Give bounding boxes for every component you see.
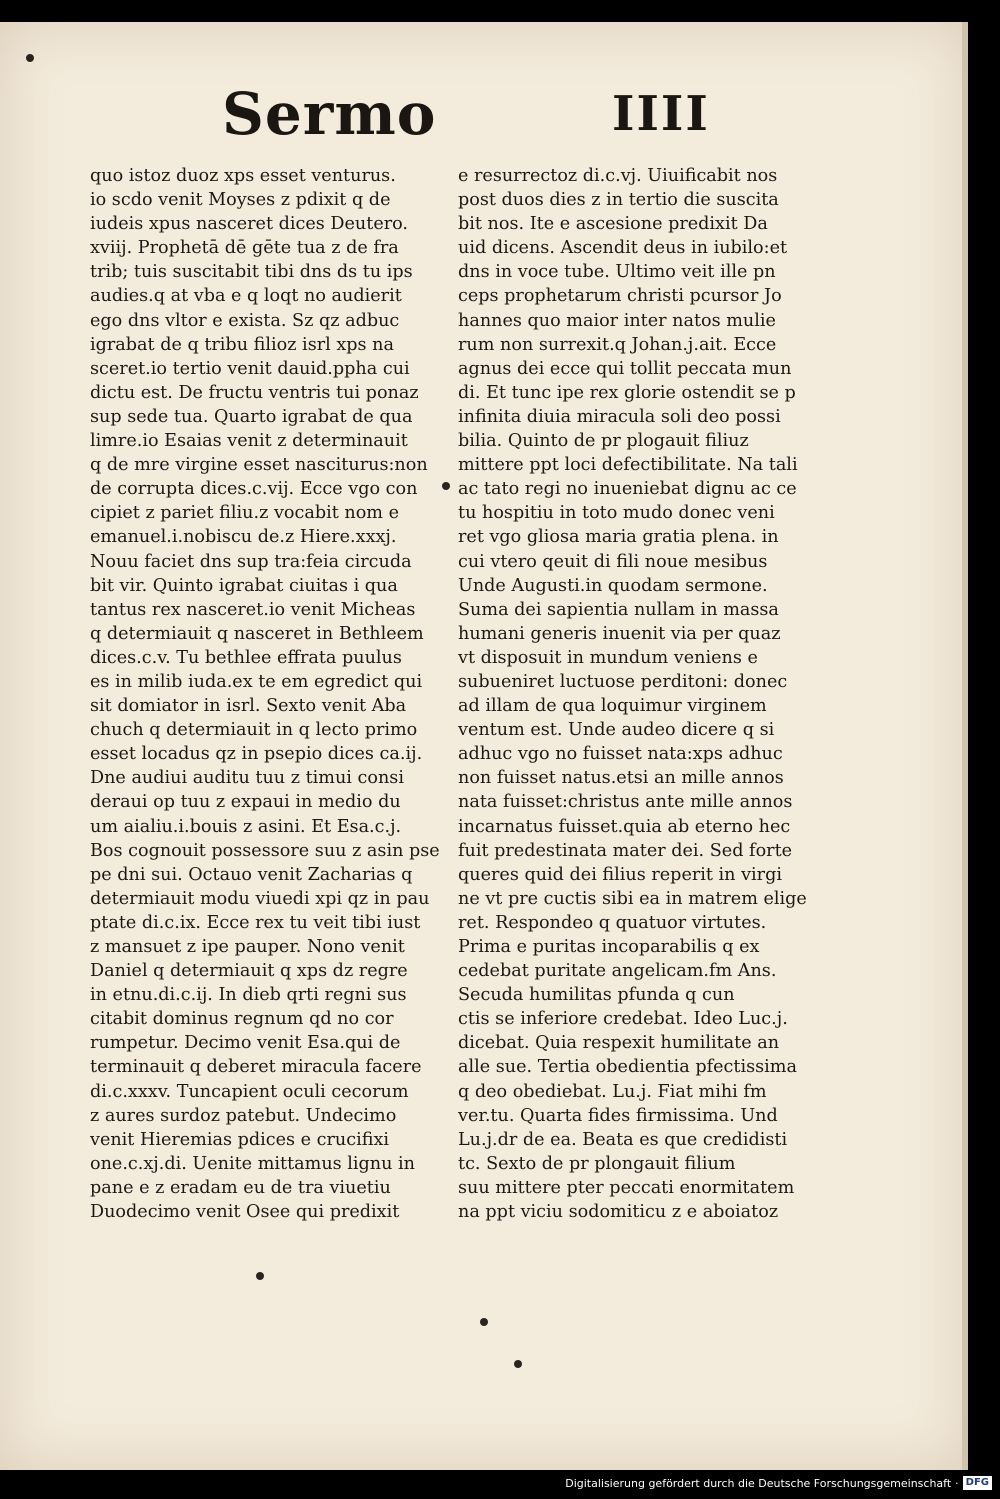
text-line: post duos dies z in tertio die suscita <box>458 190 779 211</box>
text-line: Secuda humilitas pfunda q cun <box>458 985 735 1006</box>
text-line: pane e z eradam eu de tra viuetiu <box>90 1177 391 1198</box>
text-line: rum non surrexit.q Johan.j.ait. Ecce <box>458 334 777 355</box>
text-line: mittere ppt loci defectibilitate. Na tali <box>458 455 798 476</box>
ink-dot <box>480 1318 488 1326</box>
text-line: sceret.io tertio venit dauid.ppha cui <box>90 358 410 379</box>
text-line: Prima e puritas incoparabilis q ex <box>458 937 760 957</box>
text-line: fuit predestinata mater dei. Sed forte <box>458 840 793 861</box>
text-line: q deo obediebat. Lu.j. Fiat mihi fm <box>458 1081 767 1102</box>
text-line: terminauit q deberet miracula facere <box>90 1057 422 1078</box>
text-line: ac tato regi no inueniebat dignu ac ce <box>458 479 797 500</box>
text-line: one.c.xj.di. Uenite mittamus lignu in <box>90 1153 415 1174</box>
text-line: xviij. Prophetā dē gēte tua z de fra <box>90 238 399 259</box>
text-line: di. Et tunc ipe rex glorie ostendit se p <box>458 382 796 403</box>
text-line: um aialiu.i.bouis z asini. Et Esa.c.j. <box>90 816 402 837</box>
text-line: ver.tu. Quarta fides firmissima. Und <box>458 1105 778 1126</box>
text-line: ctis se inferiore credebat. Ideo Luc.j. <box>458 1009 788 1030</box>
text-line: tc. Sexto de pr plongauit filium <box>458 1153 736 1174</box>
running-head-title: Sermo <box>222 80 437 148</box>
text-line: ne vt pre cuctis sibi ea in matrem elige <box>458 888 807 909</box>
text-line: di.c.xxxv. Tuncapient oculi cecorum <box>90 1081 409 1102</box>
text-line: quo istoz duoz xps esset venturus. <box>90 166 396 186</box>
text-line: io scdo venit Moyses z pdixit q de <box>90 190 391 211</box>
text-line: iudeis xpus nasceret dices Deutero. <box>90 214 409 235</box>
text-line: hannes quo maior inter natos mulie <box>458 310 776 331</box>
ink-dot <box>514 1360 522 1368</box>
text-line: sit domiator in isrl. Sexto venit Aba <box>90 696 407 717</box>
text-line: tantus rex nasceret.io venit Micheas <box>90 599 416 620</box>
text-line: igrabat de q tribu filioz isrl xps na <box>90 334 394 355</box>
text-line: ret vgo gliosa maria gratia plena. in <box>458 527 779 548</box>
text-line: non fuisset natus.etsi an mille annos <box>458 768 784 789</box>
text-line: Nouu faciet dns sup tra:feia circuda <box>90 551 412 572</box>
text-line: z mansuet z ipe pauper. Nono venit <box>90 937 405 957</box>
text-line: Unde Augusti.in quodam sermone. <box>458 575 768 596</box>
page-spine-edge <box>962 22 968 1470</box>
text-line: q de mre virgine esset nasciturus:non <box>90 455 428 476</box>
text-line: adhuc vgo no fuisset nata:xps adhuc <box>458 744 783 765</box>
text-line: ad illam de qua loquimur virginem <box>458 696 767 717</box>
text-line: determiauit modu viuedi xpi qz in pau <box>90 888 430 909</box>
funding-credit: Digitalisierung gefördert durch die Deutsche Forschungsgemeinschaft <box>565 1476 952 1490</box>
text-line: limre.io Esaias venit z determinauit <box>90 431 408 452</box>
text-line: Bos cognouit possessore suu z asin pse <box>90 840 440 861</box>
text-line: infinita diuia miracula soli deo possi <box>458 406 781 427</box>
text-line: dns in voce tube. Ultimo veit ille pn <box>458 262 776 283</box>
text-line: Suma dei sapientia nullam in massa <box>458 599 779 620</box>
text-line: bilia. Quinto de pr plogauit filiuz <box>458 431 749 452</box>
text-line: Daniel q determiauit q xps dz regre <box>90 961 408 982</box>
text-line: de corrupta dices.c.vij. Ecce vgo con <box>90 479 418 500</box>
text-line: esset locadus qz in psepio dices ca.ij. <box>90 744 423 765</box>
text-line: pe dni sui. Octauo venit Zacharias q <box>90 864 413 885</box>
manuscript-page <box>0 22 968 1470</box>
text-line: chuch q determiauit in q lecto primo <box>90 720 418 741</box>
text-line: emanuel.i.nobiscu de.z Hiere.xxxj. <box>90 527 397 548</box>
footer-separator: · <box>955 1476 959 1490</box>
text-line: Dne audiui auditu tuu z timui consi <box>90 768 404 789</box>
text-line: deraui op tuu z expaui in medio du <box>90 792 401 813</box>
text-line: agnus dei ecce qui tollit peccata mun <box>458 358 792 379</box>
text-column-left <box>90 164 450 1224</box>
text-line: nata fuisset:christus ante mille annos <box>458 792 793 813</box>
text-line: bit vir. Quinto igrabat ciuitas i qua <box>90 575 398 596</box>
text-line: sup sede tua. Quarto igrabat de qua <box>90 406 413 427</box>
text-line: incarnatus fuisset.quia ab eterno hec <box>458 816 791 837</box>
text-line: tu hospitiu in toto mudo donec veni <box>458 503 775 524</box>
ink-dot <box>256 1272 264 1280</box>
text-line: ego dns vltor e exista. Sz qz adbuc <box>90 310 400 331</box>
digitization-footer <box>565 1476 992 1490</box>
text-line: venit Hieremias pdices e crucifixi <box>90 1129 389 1150</box>
text-line: alle sue. Tertia obedientia pfectissima <box>458 1057 797 1078</box>
text-line: dicebat. Quia respexit humilitate an <box>458 1033 780 1054</box>
text-line: Duodecimo venit Osee qui predixit <box>90 1202 400 1223</box>
text-line: ptate di.c.ix. Ecce rex tu veit tibi iust <box>90 912 421 933</box>
text-line: z aures surdoz patebut. Undecimo <box>90 1105 397 1126</box>
text-line: ret. Respondeo q quatuor virtutes. <box>458 912 767 933</box>
text-line: cedebat puritate angelicam.fm Ans. <box>458 961 777 982</box>
text-line: na ppt viciu sodomiticu z e aboiatoz <box>458 1202 779 1223</box>
dfg-logo-icon: DFG <box>963 1476 992 1490</box>
text-line: rumpetur. Decimo venit Esa.qui de <box>90 1033 401 1054</box>
text-line: dices.c.v. Tu bethlee effrata puulus <box>90 647 402 668</box>
ink-dot <box>26 54 34 62</box>
text-line: cipiet z pariet filiu.z vocabit nom e <box>90 503 399 524</box>
text-line: in etnu.di.c.ij. In dieb qrti regni sus <box>90 985 407 1006</box>
text-line: subueniret luctuose perditoni: donec <box>458 671 788 692</box>
running-head-folio-number: IIII <box>612 86 710 142</box>
text-line: citabit dominus regnum qd no cor <box>90 1009 394 1030</box>
text-line: ceps prophetarum christi pcursor Jo <box>458 286 782 307</box>
text-line: trib; tuis suscitabit tibi dns ds tu ips <box>90 262 413 283</box>
text-line: bit nos. Ite e ascesione predixit Da <box>458 214 768 235</box>
text-line: cui vtero qeuit di fili noue mesibus <box>458 551 768 572</box>
text-line: Lu.j.dr de ea. Beata es que credidisti <box>458 1129 788 1150</box>
text-line: ventum est. Unde audeo dicere q si <box>458 720 775 741</box>
text-line: suu mittere pter peccati enormitatem <box>458 1177 795 1198</box>
text-line: e resurrectoz di.c.vj. Uiuificabit nos <box>458 166 778 186</box>
text-column-right <box>458 164 818 1224</box>
text-line: queres quid dei filius reperit in virgi <box>458 864 782 885</box>
text-line: q determiauit q nasceret in Bethleem <box>90 623 424 644</box>
text-line: dictu est. De fructu ventris tui ponaz <box>90 382 419 403</box>
text-line: vt disposuit in mundum veniens e <box>458 647 758 668</box>
text-line: audies.q at vba e q loqt no audierit <box>90 286 402 307</box>
text-line: uid dicens. Ascendit deus in iubilo:et <box>458 238 788 259</box>
text-line: es in milib iuda.ex te em egredict qui <box>90 671 423 692</box>
text-line: humani generis inuenit via per quaz <box>458 623 781 644</box>
